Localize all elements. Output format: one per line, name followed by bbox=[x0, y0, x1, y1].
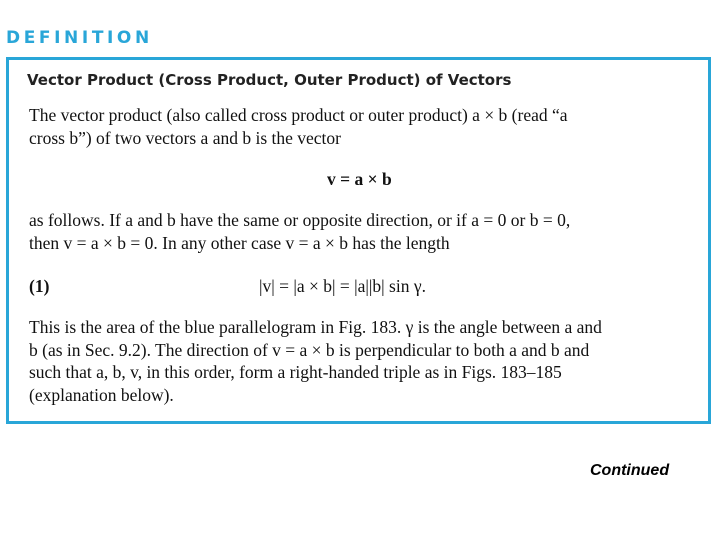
definition-heading: DEFINITION bbox=[6, 28, 153, 48]
paragraph-explanation bbox=[29, 316, 602, 406]
paragraph-line: such that a, b, v, in this order, form a right-handed triple as in Figs. 183–185 bbox=[29, 362, 562, 382]
paragraph-line: then v = a × b = 0. In any other case v = a × b has the length bbox=[29, 232, 450, 253]
paragraph-line: as follows. If a and b have the same or opposite direction, or if a = 0 or b = 0, bbox=[29, 210, 571, 230]
paragraph-intro bbox=[29, 104, 568, 149]
equation-length: |v| = |a × b| = |a||b| sin γ. bbox=[259, 276, 426, 296]
paragraph-line: b (as in Sec. 9.2). The direction of v = a × b is perpendicular to both a and b and bbox=[29, 339, 590, 360]
paragraph-conditions bbox=[29, 209, 570, 254]
paragraph-line: This is the area of the blue parallelogram in Fig. 183. γ is the angle between a and bbox=[29, 317, 602, 337]
paragraph-line: (explanation below). bbox=[29, 384, 174, 405]
definition-title: Vector Product (Cross Product, Outer Product) of Vectors bbox=[27, 71, 512, 89]
paragraph-line: The vector product (also called cross product or outer product) a × b (read “a bbox=[29, 105, 568, 125]
paragraph-line: cross b”) of two vectors a and b is the vector bbox=[29, 127, 341, 148]
continued-label: Continued bbox=[590, 462, 670, 479]
equation-number: (1) bbox=[29, 276, 50, 296]
equation-cross-product: v = a × b bbox=[327, 169, 392, 189]
